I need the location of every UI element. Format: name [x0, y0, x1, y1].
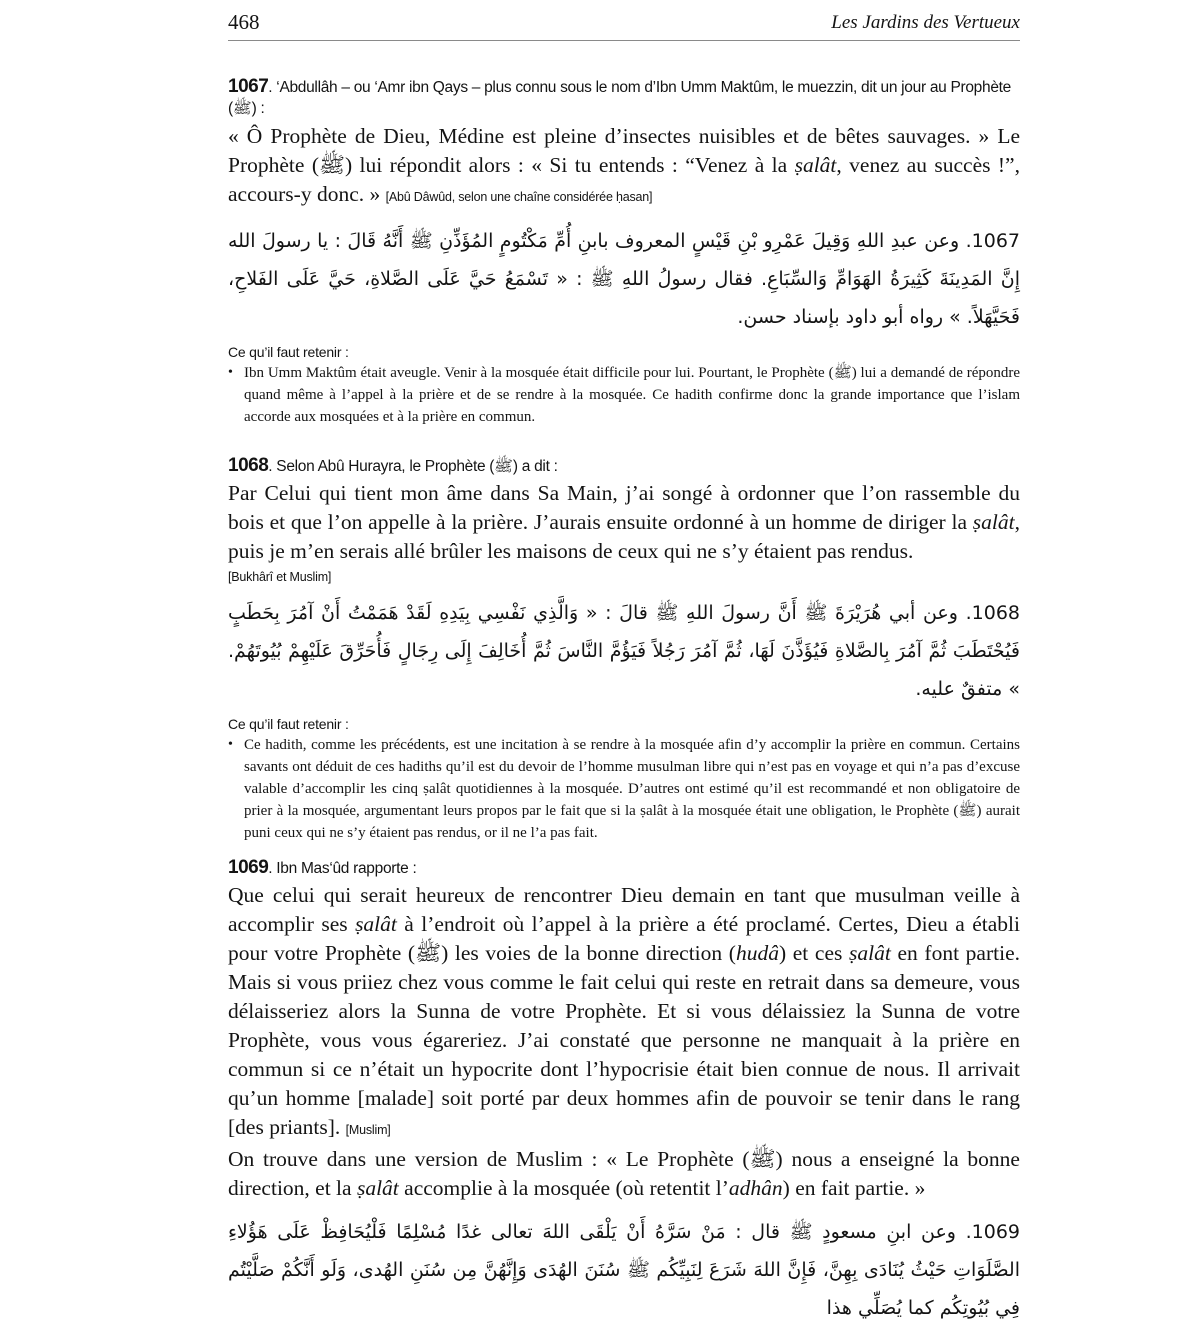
retain-item [228, 734, 1020, 844]
translation-text: Que celui qui serait heureux de rencontrer Dieu demain en tant que musulman veille à accomplir ses [228, 883, 1020, 936]
hadith-1068 [228, 455, 1020, 844]
hadith-intro [228, 857, 1020, 879]
hadith-intro-text: . Ibn Mas‘ûd rapporte : [268, 860, 417, 877]
retain-item [228, 362, 1020, 428]
retain-label: Ce qu’il faut retenir : [228, 344, 349, 360]
hadith-reference: [Abû Dâwûd, selon une chaîne considérée ḥasan] [385, 190, 653, 204]
italic-term: hudâ [735, 941, 779, 965]
translation-text: accomplie à la mosquée (où retentit l’ [398, 1176, 729, 1200]
hadith-intro-text: . Selon Abû Hurayra, le Prophète (ﷺ) a dit : [268, 458, 558, 475]
hadith-translation [228, 479, 1020, 566]
page-number: 468 [228, 10, 260, 34]
translation-text: ) et ces [778, 941, 849, 965]
hadith-number: 1069 [228, 857, 269, 878]
hadith-intro [228, 76, 1020, 119]
hadith-translation [228, 122, 1020, 212]
translation-text: On trouve dans une version de Muslim : « Le Prophète (ﷺ) nous a enseigné la bonne direction, et la [228, 1147, 1020, 1200]
hadith-1069 [228, 857, 1020, 1327]
book-page [228, 0, 1021, 1319]
arabic-text: 1068. وعن أبي هُرَيْرَةَ ﷺ أَنَّ رسولَ اللهِ ﷺ قالَ : « وَالَّذِي نَفْسِي بِيَدِهِ لَقَدْ هَمَمْتُ أَنْ آمُرَ بِحَطَبٍ فَيُحْتَطَبَ ثُمَّ آمُرَ بِالصَّلاةِ فَيُؤَذَّنَ لَهَا، ثُمَّ آمُرَ رَجُلاً فَيَؤُمَّ النَّاسَ ثُمَّ أُخَالِفَ إِلَى رِجَالٍ فَأُحَرِّقَ عَلَيْهِمْ بُيُوتَهُمْ. » متفقٌ عليه. [228, 602, 1020, 700]
hadith-1067 [228, 76, 1020, 428]
hadith-number: 1068 [228, 455, 269, 476]
translation-text: , venez au succès !”, accours-y donc. » [228, 153, 1020, 206]
hadith-reference: [Bukhârî et Muslim] [228, 570, 332, 584]
italic-term: ṣalât [355, 912, 397, 936]
running-header [228, 0, 1020, 40]
bullet-icon: • [228, 737, 233, 752]
translation-text: ) en fait partie. » [782, 1176, 926, 1200]
hadith-version-note [228, 1145, 1020, 1203]
hadith-intro [228, 455, 1020, 477]
translation-text: en font partie. Mais si vous priiez chez vous comme le fait celui qui reste en retrait dans sa demeure, vous délaisseriez alors la Sunna de votre Prophète. Et si vous délaissiez la Sunna de votre Prophète, vous vous égareriez. J’ai constaté que personne ne manquait à la prière en commun si ce n’était un hypocrite dont l’hypocrisie était bien connue de nous. Il arrivait qu’un homme [malade] soit porté par deux hommes afin de pouvoir se tenir dans le rang [des priants]. [228, 941, 1020, 1139]
hadith-translation [228, 881, 1020, 1145]
translation-text: « Ô Prophète de Dieu, Médine est pleine d’insectes nuisibles et de bêtes sauvages. » Le Prophète (ﷺ) lui répondit alors : « Si tu entends : “Venez à la [228, 124, 1020, 177]
translation-text: , puis je m’en serais allé brûler les maisons de ceux qui ne s’y étaient pas rendus. [228, 510, 1020, 563]
retain-item-text: Ce hadith, comme les précédents, est une incitation à se rendre à la mosquée afin d’y accomplir la prière en commun. Certains savants ont déduit de ces hadiths qu’il est du devoir de l’homme musulman libre qui n’est pas en voyage et qui n’a pas d’excuse valable d’accomplir les cinq ṣalât quotidiennes à la mosquée. D’autres ont estimé qu’il est recommandé et non obligatoire de prier à la mosquée, argumentant leurs propos par le fait que si la ṣalât à la mosquée était une obligation, le Prophète (ﷺ) aurait puni ceux qui ne s’y étaient pas rendus, or il ne l’a pas fait. [244, 737, 1021, 841]
translation-text: à l’endroit où l’appel à la prière a été proclamé. Certes, Dieu a établi pour votre Prophète (ﷺ) les voies de la bonne direction ( [228, 912, 1020, 965]
hadith-intro-text: . ‘Abdullâh – ou ‘Amr ibn Qays – plus connu sous le nom d’Ibn Umm Maktûm, le muezzin, dit un jour au Prophète (ﷺ) : [228, 79, 1011, 117]
retain-list [228, 734, 1020, 844]
italic-term: ṣalât [849, 941, 891, 965]
italic-term: ṣalât [356, 1176, 399, 1200]
arabic-text: 1069. وعن ابنِ مسعودٍ ﷺ قال : مَنْ سَرَّهُ أَنْ يَلْقَى اللهَ تعالى غدًا مُسْلِمًا فَلْيُحَافِظْ عَلَى هَؤُلاءِ الصَّلَوَاتِ حَيْثُ يُنَادَى بِهِنَّ، فَإِنَّ اللهَ شَرَعَ لِنَبِيِّكُم ﷺ سُنَنَ الهُدَى وَإِنَّهُنَّ مِن سُنَنِ الهُدى، وَلَو أَنَّكُمْ صَلَّيْتُم فِي بُيُوتِكُم كما يُصَلِّي هذا [228, 1221, 1020, 1319]
retain-label: Ce qu’il faut retenir : [228, 716, 349, 732]
translation-text: Par Celui qui tient mon âme dans Sa Main, j’ai songé à ordonner que l’on rassemble du bois et que l’on appelle à la prière. J’aurais ensuite ordonné à un homme de diriger la [228, 481, 1020, 534]
italic-term: adhân [728, 1176, 783, 1200]
hadith-reference: [Muslim] [345, 1123, 391, 1137]
hadith-number: 1067 [228, 76, 269, 97]
arabic-text: 1067. وعن عبدِ اللهِ وَقِيلَ عَمْرِو بْنِ قَيْسٍ المعروف بابنِ أُمِّ مَكْتُومٍ المُؤَذِّنِ ﷺ أَنَّهُ قَالَ : يا رسولَ الله إِنَّ المَدِينَةَ كَثِيرَةُ الهَوَامِّ وَالسِّبَاعِ. فقال رسولُ اللهِ ﷺ : « تَسْمَعُ حَيَّ عَلَى الصَّلاةِ، حَيَّ عَلَى الفَلاحِ، فَحَيَّهَلاً. » رواه أبو داود بإسناد حسن. [228, 230, 1020, 328]
bullet-icon: • [228, 365, 233, 380]
italic-term: ṣalât [972, 510, 1015, 534]
retain-item-text: Ibn Umm Maktûm était aveugle. Venir à la mosquée était difficile pour lui. Pourtant, le Prophète (ﷺ) lui a demandé de répondre quand même à l’appel à la prière et de se rendre à la mosquée. Ce hadith confirme donc la grande importance que l’islam accorde aux mosquées et à la prière en commun. [244, 365, 1021, 425]
retain-list [228, 362, 1020, 428]
italic-term: ṣalât [794, 153, 837, 177]
header-rule [228, 40, 1020, 41]
book-title: Les Jardins des Vertueux [831, 12, 1020, 33]
